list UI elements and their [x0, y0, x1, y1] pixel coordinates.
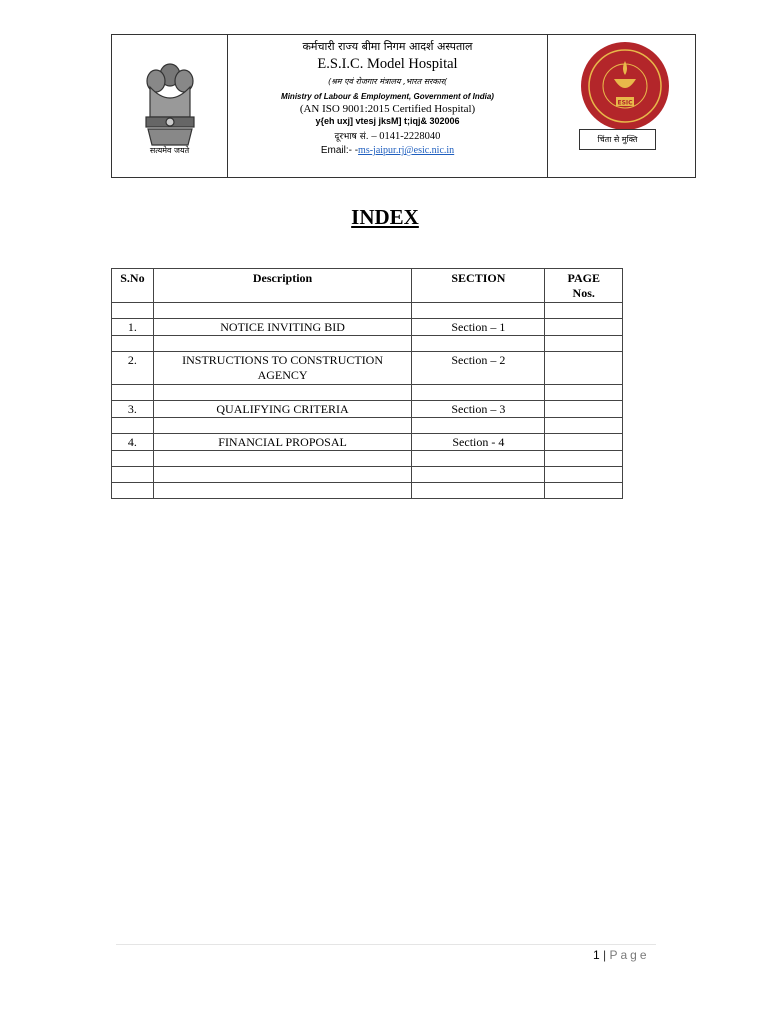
logo-text: ESIC	[617, 99, 633, 107]
page-label: Page	[609, 948, 650, 962]
cell-section: Section - 4	[412, 434, 545, 451]
footer-divider	[116, 944, 656, 945]
index-table	[111, 268, 623, 499]
iso-certification: (AN ISO 9001:2015 Certified Hospital)	[299, 103, 476, 115]
phone-line	[228, 129, 547, 142]
cell-sno: 1.	[112, 319, 154, 336]
header-page: PAGE Nos.	[545, 269, 623, 303]
cell-page	[545, 352, 623, 385]
header-section: SECTION	[412, 269, 545, 303]
table-row	[112, 483, 623, 499]
cell-sno: 2.	[112, 352, 154, 385]
cell-description: FINANCIAL PROPOSAL	[153, 434, 412, 451]
table-row	[112, 336, 623, 352]
national-emblem-icon	[140, 57, 200, 157]
email-link[interactable]: ms-jaipur.rj@esic.nic.in	[358, 145, 455, 156]
table-row	[112, 319, 623, 336]
phone-number: – 0141-2228040	[371, 131, 441, 142]
page-title: INDEX	[351, 205, 419, 229]
table-row	[112, 352, 623, 385]
page-footer	[593, 948, 650, 962]
ministry-name: Ministry of Labour & Employment, Government of India)	[281, 92, 494, 101]
letterhead	[111, 34, 696, 178]
emblem-cell	[112, 35, 228, 177]
page-separator: |	[603, 948, 607, 962]
header-description: Description	[153, 269, 412, 303]
table-row	[112, 401, 623, 418]
table-row	[112, 434, 623, 451]
table-row	[112, 418, 623, 434]
cell-page	[545, 319, 623, 336]
email-line	[228, 145, 547, 156]
cell-section: Section – 2	[412, 352, 545, 385]
table-row	[112, 451, 623, 467]
hospital-info	[228, 35, 548, 177]
cell-page	[545, 401, 623, 418]
hindi-ministry: (श्रम एवं रोजगार मंत्रालय ,भारत सरकार(	[328, 77, 447, 86]
hospital-name: E.S.I.C. Model Hospital	[317, 56, 458, 72]
motto-box: चिंता से मुक्ति	[579, 129, 656, 150]
cell-sno: 3.	[112, 401, 154, 418]
email-label: Email:- -	[320, 145, 359, 156]
table-row	[112, 385, 623, 401]
header-sno: S.No	[112, 269, 154, 303]
cell-section: Section – 3	[412, 401, 545, 418]
page-number: 1	[593, 948, 600, 962]
address: y{eh uxj] vtesj jksM] t;iqj& 302006	[315, 116, 460, 126]
table-row	[112, 303, 623, 319]
cell-sno: 4.	[112, 434, 154, 451]
esic-logo-icon	[580, 41, 670, 131]
hindi-title: कर्मचारी राज्य बीमा निगम आदर्श अस्पताल	[302, 40, 473, 53]
logo-cell	[548, 35, 695, 177]
cell-description: NOTICE INVITING BID	[153, 319, 412, 336]
cell-page	[545, 434, 623, 451]
cell-description: INSTRUCTIONS TO CONSTRUCTION AGENCY	[153, 352, 412, 385]
emblem-caption: सत्यमेव जयते	[149, 146, 190, 155]
cell-description: QUALIFYING CRITERIA	[153, 401, 412, 418]
phone-prefix: दूरभाष सं.	[334, 132, 369, 142]
table-row	[112, 467, 623, 483]
table-header-row	[112, 269, 623, 303]
cell-section: Section – 1	[412, 319, 545, 336]
